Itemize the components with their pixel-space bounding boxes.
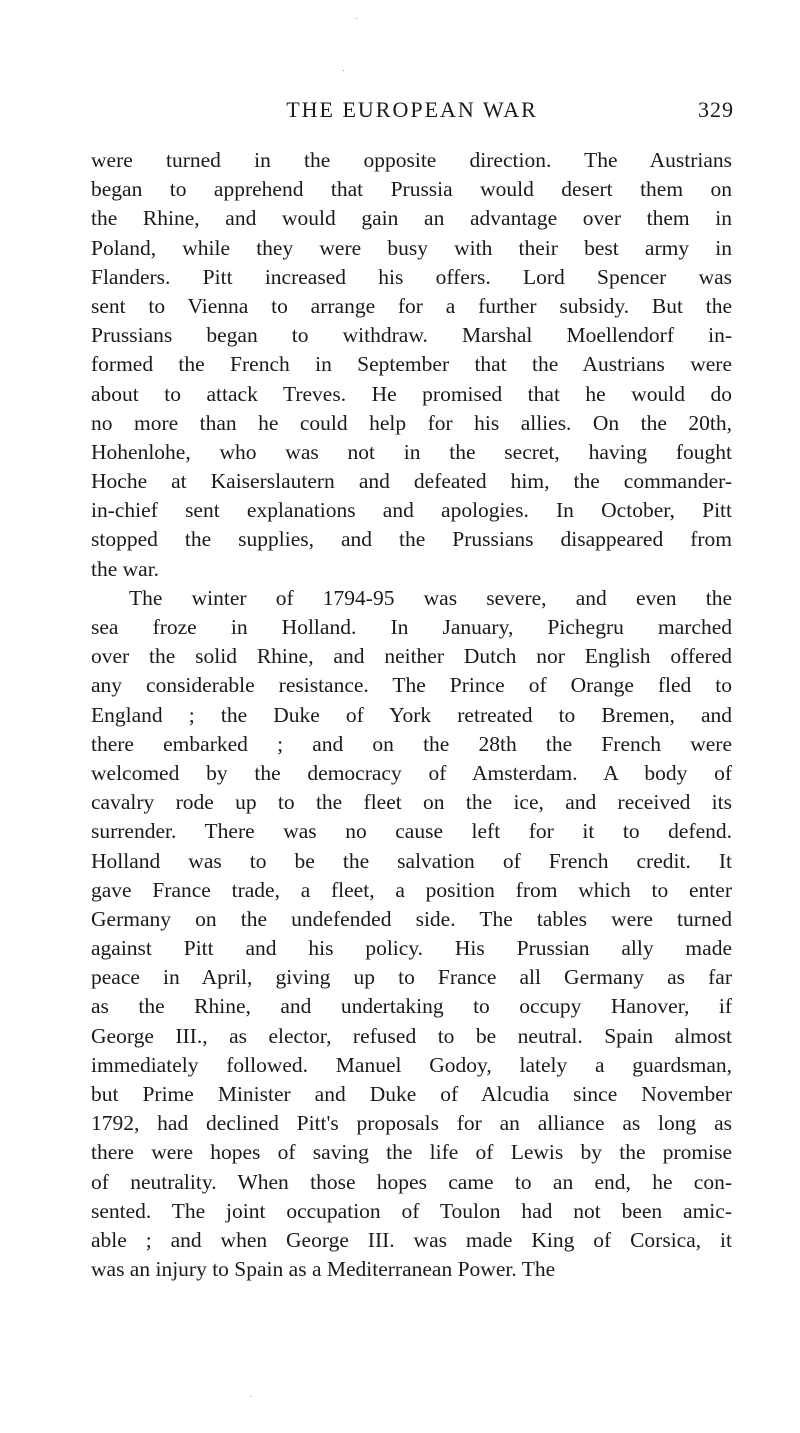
text-line: Germany on the undefended side. The tables were turned — [91, 906, 732, 931]
text-line: against Pitt and his policy. His Prussian ally made — [91, 936, 732, 961]
text-line: stopped the supplies, and the Prussians disappeared from — [91, 527, 732, 552]
text-line: began to apprehend that Prussia would desert them on — [91, 177, 732, 202]
text-line: Hohenlohe, who was not in the secret, having fought — [91, 439, 732, 464]
text-line: Holland was to be the salvation of French credit. It — [91, 848, 732, 873]
text-line: peace in April, giving up to France all Germany as far — [91, 965, 732, 990]
text-line: formed the French in September that the Austrians were — [91, 352, 732, 377]
text-line: sented. The joint occupation of Toulon had not been amic- — [91, 1198, 732, 1223]
text-line: able ; and when George III. was made King of Corsica, it — [91, 1227, 732, 1252]
text-line: about to attack Treves. He promised that he would do — [91, 381, 732, 406]
text-line: as the Rhine, and undertaking to occupy Hanover, if — [91, 994, 732, 1019]
text-line: Hoche at Kaiserslautern and defeated him, the commander- — [91, 469, 732, 494]
text-line: but Prime Minister and Duke of Alcudia since November — [91, 1082, 732, 1106]
body-text — [91, 146, 732, 1284]
text-line: 1792, had declined Pitt's proposals for an alliance as long as — [91, 1111, 732, 1136]
running-head — [90, 92, 734, 128]
text-line: were turned in the opposite direction. The Austrians — [91, 148, 732, 172]
text-line: Poland, while they were busy with their best army in — [91, 235, 732, 260]
running-title: THE EUROPEAN WAR — [286, 97, 538, 122]
scan-speck — [356, 18, 357, 19]
text-line: of neutrality. When those hopes came to an end, he con- — [91, 1169, 732, 1194]
text-line: surrender. There was no cause left for it to defend. — [91, 819, 732, 844]
text-line: the war. — [91, 556, 160, 581]
text-line: welcomed by the democracy of Amsterdam. A body of — [91, 760, 732, 785]
text-line: the Rhine, and would gain an advantage over them in — [91, 206, 732, 231]
text-line: George III., as elector, refused to be neutral. Spain almost — [91, 1023, 732, 1048]
text-line: sent to Vienna to arrange for a further subsidy. But the — [91, 293, 732, 318]
scan-speck — [343, 70, 344, 71]
text-line: over the solid Rhine, and neither Dutch nor English offered — [91, 644, 732, 669]
paragraph-container — [91, 146, 732, 1284]
text-line: any considerable resistance. The Prince of Orange fled to — [91, 673, 732, 698]
text-line: there were hopes of saving the life of Lewis by the promise — [91, 1140, 732, 1165]
text-line: no more than he could help for his allies. On the 20th, — [91, 410, 732, 435]
paragraph — [91, 146, 732, 584]
text-line: The winter of 1794-95 was severe, and even the — [129, 585, 732, 610]
paragraph — [91, 584, 732, 1285]
text-line: was an injury to Spain as a Mediterranean Power. The — [91, 1257, 556, 1282]
text-line: sea froze in Holland. In January, Pichegru marched — [91, 615, 732, 639]
text-line: cavalry rode up to the fleet on the ice, and received its — [91, 790, 732, 815]
text-line: gave France trade, a fleet, a position from which to enter — [91, 877, 732, 902]
text-line: immediately followed. Manuel Godoy, lately a guardsman, — [91, 1052, 732, 1077]
text-line: Prussians began to withdraw. Marshal Moellendorf in- — [91, 323, 732, 348]
text-line: in-chief sent explanations and apologies. In October, Pitt — [91, 498, 732, 523]
page-number: 329 — [698, 97, 734, 122]
text-line: Flanders. Pitt increased his offers. Lord Spencer was — [91, 264, 732, 289]
text-line: there embarked ; and on the 28th the French were — [91, 731, 732, 756]
scan-speck — [250, 1396, 251, 1397]
text-line: England ; the Duke of York retreated to Bremen, and — [91, 702, 732, 727]
